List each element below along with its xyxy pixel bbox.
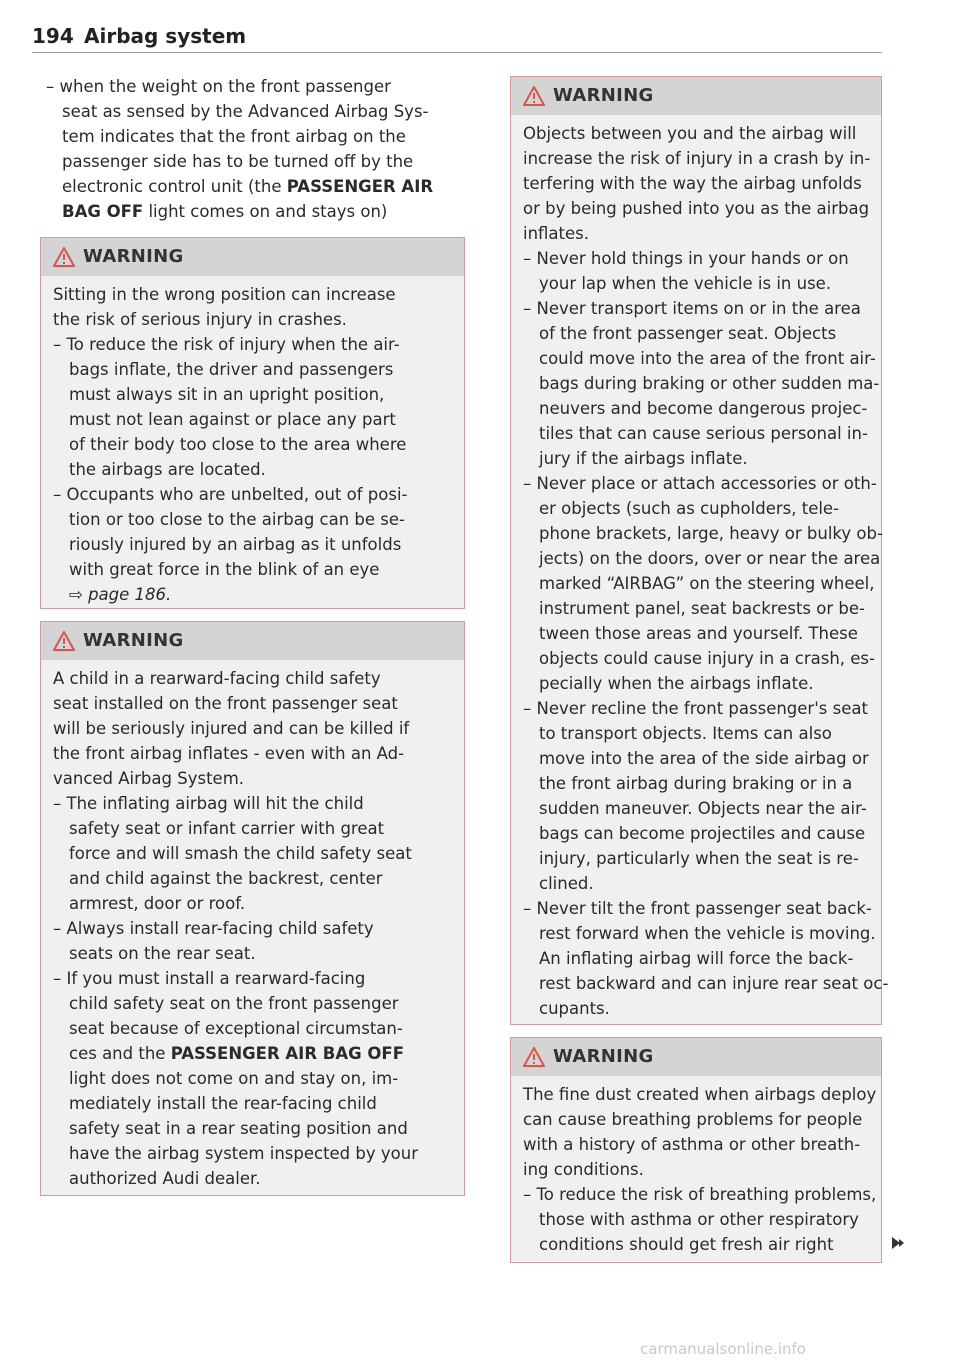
warning-line: marked “AIRBAG” on the steering wheel, <box>539 574 875 593</box>
warning-line: phone brackets, large, heavy or bulky ob- <box>539 524 883 543</box>
warning-line: A child in a rearward-facing child safety <box>53 669 381 688</box>
warning-line: child safety seat on the front passenger <box>69 994 399 1013</box>
warning-line: jects) on the doors, over or near the area <box>539 549 881 568</box>
warning-title: WARNING <box>553 85 654 106</box>
warning-line: must not lean against or place any part <box>69 410 396 429</box>
watermark: carmanualsonline.info <box>640 1340 806 1358</box>
warning-line: er objects (such as cupholders, tele- <box>539 499 840 518</box>
warning-line: rest backward and can injure rear seat oc- <box>539 974 889 993</box>
warning-line: to transport objects. Items can also <box>539 724 832 743</box>
intro-line: passenger side has to be turned off by the <box>62 152 414 171</box>
warning-line: – To reduce the risk of breathing problems, <box>523 1185 877 1204</box>
warning-line: ces and the PASSENGER AIR BAG OFF <box>69 1044 404 1063</box>
warning-line: – Never tilt the front passenger seat back- <box>523 899 872 918</box>
warning-box <box>510 1037 882 1263</box>
warning-triangle-icon <box>53 247 75 267</box>
warning-body <box>511 115 889 1021</box>
intro-line: electronic control unit (the PASSENGER AIR <box>62 177 434 196</box>
warning-box <box>40 621 465 1196</box>
warning-header <box>511 1038 881 1076</box>
warning-triangle-icon <box>523 1047 545 1067</box>
warning-line: injury, particularly when the seat is re- <box>539 849 859 868</box>
warning-line: light does not come on and stay on, im- <box>69 1069 399 1088</box>
warning-triangle-icon <box>523 86 545 106</box>
warning-line: inflates. <box>523 224 590 243</box>
warning-line: force and will smash the child safety seat <box>69 844 412 863</box>
warning-body <box>41 660 464 1191</box>
warning-line: armrest, door or roof. <box>69 894 246 913</box>
warning-line: have the airbag system inspected by your <box>69 1144 418 1163</box>
warning-line: move into the area of the side airbag or <box>539 749 869 768</box>
warning-line: with great force in the blink of an eye <box>69 560 380 579</box>
warning-line: seat because of exceptional circumstan- <box>69 1019 403 1038</box>
intro-line: BAG OFF light comes on and stays on) <box>62 202 388 221</box>
warning-line: An inflating airbag will force the back- <box>539 949 854 968</box>
warning-line: and child against the backrest, center <box>69 869 383 888</box>
warning-line: jury if the airbags inflate. <box>539 449 748 468</box>
warning-line: the front airbag inflates - even with an Ad- <box>53 744 405 763</box>
warning-line: will be seriously injured and can be killed if <box>53 719 410 738</box>
warning-line: pecially when the airbags inflate. <box>539 674 814 693</box>
warning-line: tiles that can cause serious personal in- <box>539 424 868 443</box>
section-title: Airbag system <box>84 24 247 48</box>
warning-line: – To reduce the risk of injury when the air- <box>53 335 400 354</box>
warning-line: the airbags are located. <box>69 460 266 479</box>
warning-line: bags can become projectiles and cause <box>539 824 866 843</box>
warning-title: WARNING <box>553 1046 654 1067</box>
warning-line: could move into the area of the front air- <box>539 349 876 368</box>
warning-line: tion or too close to the airbag can be se- <box>69 510 405 529</box>
warning-line: riously injured by an airbag as it unfolds <box>69 535 402 554</box>
indicator-name: PASSENGER AIR <box>286 177 434 196</box>
warning-line: the front airbag during braking or in a <box>539 774 853 793</box>
warning-line: clined. <box>539 874 594 893</box>
page-reference-link[interactable]: ⇨ page 186. <box>69 585 172 604</box>
warning-body <box>41 276 464 607</box>
warning-line: can cause breathing problems for people <box>523 1110 863 1129</box>
warning-line: seat installed on the front passenger seat <box>53 694 398 713</box>
warning-line: – If you must install a rearward-facing <box>53 969 366 988</box>
warning-line: must always sit in an upright position, <box>69 385 385 404</box>
indicator-name: BAG OFF <box>62 202 144 221</box>
warning-line: bags inflate, the driver and passengers <box>69 360 394 379</box>
warning-line: sudden maneuver. Objects near the air- <box>539 799 867 818</box>
warning-line: – Never hold things in your hands or on <box>523 249 849 268</box>
page-number: 194 <box>32 24 74 48</box>
warning-line: authorized Audi dealer. <box>69 1169 261 1188</box>
warning-line: – Always install rear-facing child safety <box>53 919 374 938</box>
warning-line: your lap when the vehicle is in use. <box>539 274 832 293</box>
warning-line: Sitting in the wrong position can increase <box>53 285 396 304</box>
warning-box <box>510 76 889 1025</box>
warning-line: terfering with the way the airbag unfolds <box>523 174 862 193</box>
warning-line: – Never place or attach accessories or oth- <box>523 474 877 493</box>
warning-line: – The inflating airbag will hit the child <box>53 794 364 813</box>
warning-line: – Never recline the front passenger's seat <box>523 699 868 718</box>
warning-line: The fine dust created when airbags deploy <box>523 1085 877 1104</box>
warning-line: increase the risk of injury in a crash by in- <box>523 149 871 168</box>
warning-line: vanced Airbag System. <box>53 769 245 788</box>
warning-line: ing conditions. <box>523 1160 644 1179</box>
warning-line: or by being pushed into you as the airbag <box>523 199 870 218</box>
page-header <box>32 22 882 53</box>
warning-line: seats on the rear seat. <box>69 944 256 963</box>
warning-title: WARNING <box>83 630 184 651</box>
warning-title: WARNING <box>83 246 184 267</box>
warning-line: of their body too close to the area where <box>69 435 407 454</box>
warning-line: rest forward when the vehicle is moving. <box>539 924 876 943</box>
warning-header <box>41 238 464 276</box>
warning-line: tween those areas and yourself. These <box>539 624 858 643</box>
warning-line: safety seat in a rear seating position and <box>69 1119 408 1138</box>
warning-line: instrument panel, seat backrests or be- <box>539 599 865 618</box>
warning-line: Objects between you and the airbag will <box>523 124 857 143</box>
warning-line: those with asthma or other respiratory <box>539 1210 859 1229</box>
continue-arrow-icon <box>890 1236 908 1250</box>
intro-line: – when the weight on the front passenger <box>46 77 391 96</box>
warning-line: – Occupants who are unbelted, out of posi- <box>53 485 408 504</box>
warning-line: safety seat or infant carrier with great <box>69 819 385 838</box>
warning-box <box>40 237 465 609</box>
warning-line: with a history of asthma or other breath- <box>523 1135 861 1154</box>
warning-line: bags during braking or other sudden ma- <box>539 374 880 393</box>
warning-line: mediately install the rear-facing child <box>69 1094 377 1113</box>
warning-line: conditions should get fresh air right <box>539 1235 834 1254</box>
warning-line: neuvers and become dangerous projec- <box>539 399 868 418</box>
warning-header <box>511 77 881 115</box>
warning-line: the risk of serious injury in crashes. <box>53 310 347 329</box>
warning-line: – Never transport items on or in the area <box>523 299 861 318</box>
warning-triangle-icon <box>53 631 75 651</box>
warning-line: objects could cause injury in a crash, es- <box>539 649 875 668</box>
intro-line: tem indicates that the front airbag on the <box>62 127 406 146</box>
intro-paragraph <box>46 74 466 224</box>
warning-header <box>41 622 464 660</box>
intro-line: seat as sensed by the Advanced Airbag Sys- <box>62 102 429 121</box>
warning-line: of the front passenger seat. Objects <box>539 324 837 343</box>
warning-body <box>511 1076 881 1257</box>
indicator-name: PASSENGER AIR BAG OFF <box>170 1044 404 1063</box>
warning-line: cupants. <box>539 999 610 1018</box>
